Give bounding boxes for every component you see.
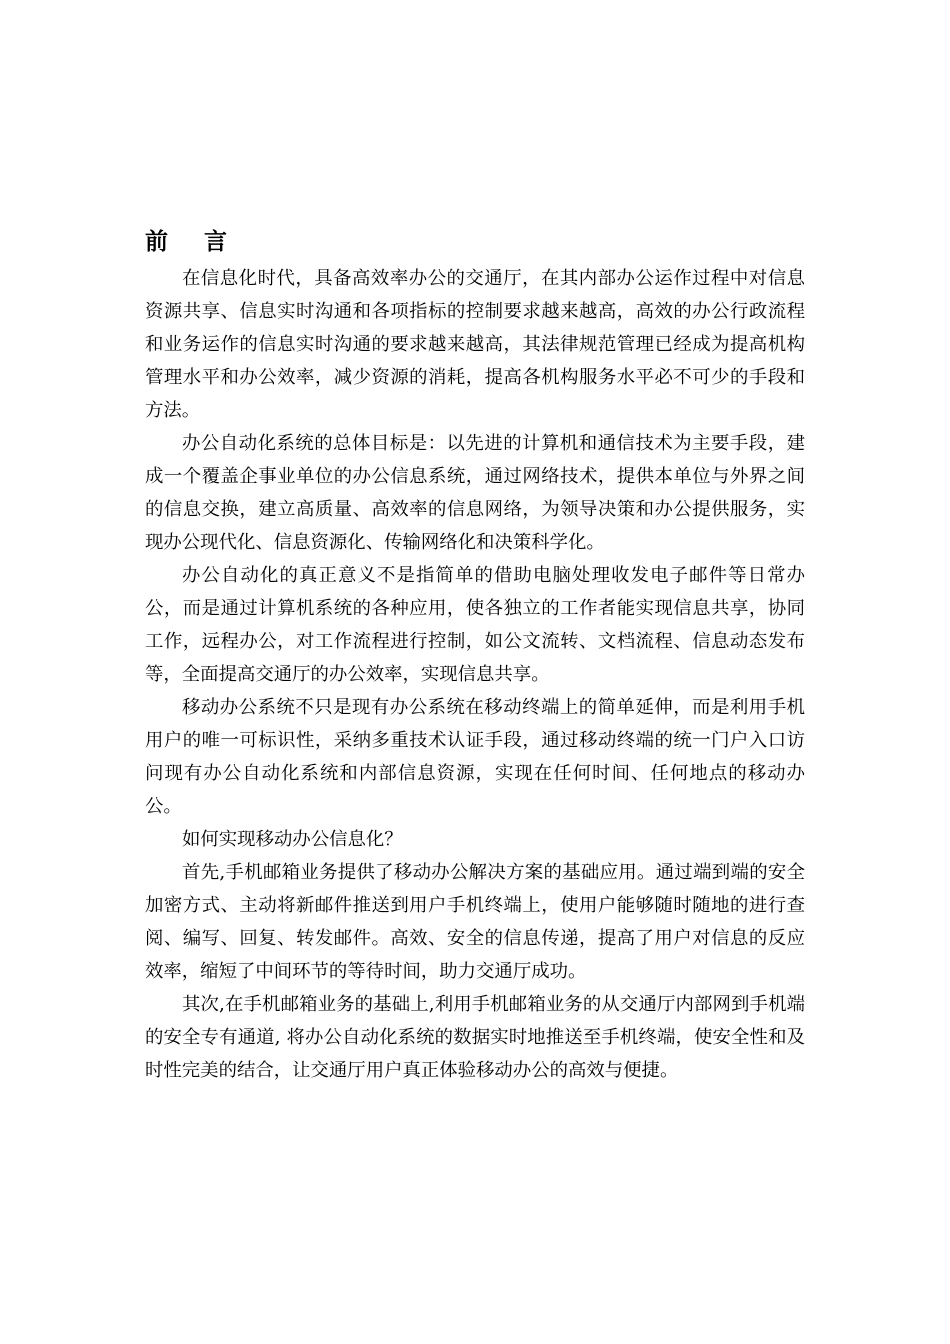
paragraph-intro: 在信息化时代，具备高效率办公的交通厅，在其内部办公运作过程中对信息资源共享、信息实时沟通和各项指标的控制要求越来越高，高效的办公行政流程和业务运作的信息实时沟通的要求越来越高，其法律规范管理已经成为提高机构管理水平和办公效率，减少资源的消耗，提高各机构服务水平必不可少的手段和方法。 [145,268,805,421]
paragraph-question: 如何实现移动办公信息化？ [182,829,403,850]
paragraph-oa-meaning: 办公自动化的真正意义不是指简单的借助电脑处理收发电子邮件等日常办公，而是通过计算机系统的各种应用，使各独立的工作者能实现信息共享，协同工作，远程办公，对工作流程进行控制，如公文流转、文档流程、信息动态发布等，全面提高交通厅的办公效率，实现信息共享。 [145,565,805,685]
document-page [145,226,805,1087]
paragraph-oa-goal: 办公自动化系统的总体目标是：以先进的计算机和通信技术为主要手段，建成一个覆盖企事业单位的办公信息系统，通过网络技术，提供本单位与外界之间的信息交换，建立高质量、高效率的信息网络，为领导决策和办公提供服务，实现办公现代化、信息资源化、传输网络化和决策科学化。 [145,433,805,553]
paragraph-second: 其次,在手机邮箱业务的基础上,利用手机邮箱业务的从交通厅内部网到手机端的安全专有通道, 将办公自动化系统的数据实时地推送至手机终端，使安全性和及时性完美的结合，让交通厅用户真正体验移动办公的高效与便捷。 [145,994,805,1081]
page-title: 前 言 [145,228,242,255]
paragraph-first: 首先,手机邮箱业务提供了移动办公解决方案的基础应用。通过端到端的安全加密方式、主动将新邮件推送到用户手机终端上，使用户能够随时随地的进行查阅、编写、回复、转发邮件。高效、安全的信息传递，提高了用户对信息的反应效率，缩短了中间环节的等待时间，助力交通厅成功。 [145,862,805,982]
paragraph-mobile-office: 移动办公系统不只是现有办公系统在移动终端上的简单延伸，而是利用手机用户的唯一可标识性，采纳多重技术认证手段，通过移动终端的统一门户入口访问现有办公自动化系统和内部信息资源，实现在任何时间、任何地点的移动办公。 [145,697,805,817]
